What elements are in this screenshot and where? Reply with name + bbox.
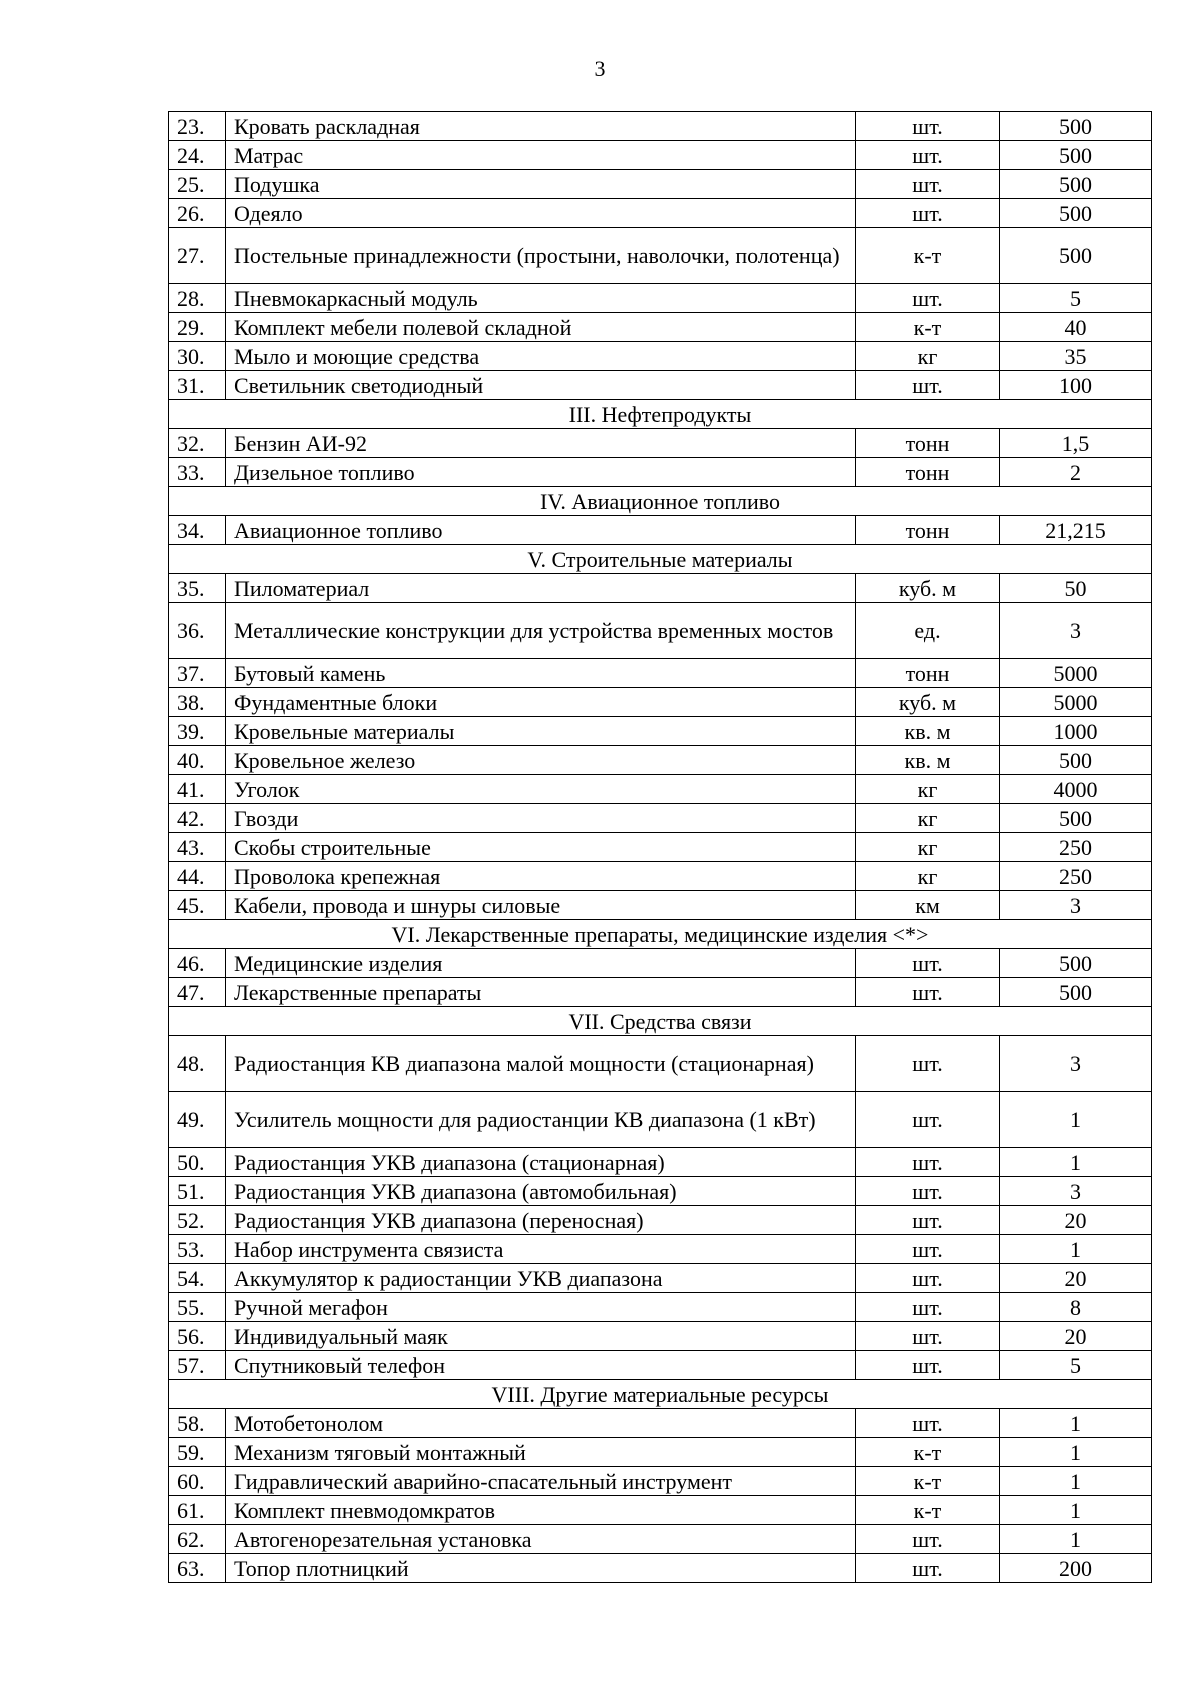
item-name: Уголок [226, 775, 856, 804]
item-number: 38. [169, 688, 226, 717]
item-name: Лекарственные препараты [226, 978, 856, 1007]
item-unit: шт. [856, 1351, 1000, 1380]
table-row [169, 170, 1152, 199]
table-row [169, 112, 1152, 141]
item-quantity: 500 [1000, 199, 1152, 228]
item-quantity: 500 [1000, 978, 1152, 1007]
item-number: 34. [169, 516, 226, 545]
item-quantity: 500 [1000, 804, 1152, 833]
item-quantity: 20 [1000, 1206, 1152, 1235]
table-row [169, 458, 1152, 487]
item-name: Постельные принадлежности (простыни, наволочки, полотенца) [226, 228, 856, 284]
table-row [169, 574, 1152, 603]
item-name: Топор плотницкий [226, 1554, 856, 1583]
item-number: 63. [169, 1554, 226, 1583]
item-name: Авиационное топливо [226, 516, 856, 545]
item-number: 56. [169, 1322, 226, 1351]
item-quantity: 35 [1000, 342, 1152, 371]
item-unit: шт. [856, 1264, 1000, 1293]
item-unit: к-т [856, 228, 1000, 284]
item-quantity: 1 [1000, 1409, 1152, 1438]
section-header-row [169, 545, 1152, 574]
item-quantity: 20 [1000, 1264, 1152, 1293]
item-quantity: 3 [1000, 1177, 1152, 1206]
item-quantity: 21,215 [1000, 516, 1152, 545]
table-row [169, 1092, 1152, 1148]
table-row [169, 141, 1152, 170]
item-quantity: 500 [1000, 141, 1152, 170]
table-row [169, 1438, 1152, 1467]
item-name: Индивидуальный маяк [226, 1322, 856, 1351]
table-row [169, 862, 1152, 891]
item-number: 57. [169, 1351, 226, 1380]
section-header-row [169, 487, 1152, 516]
item-unit: шт. [856, 1554, 1000, 1583]
section-header-row [169, 1380, 1152, 1409]
item-name: Гидравлический аварийно-спасательный инструмент [226, 1467, 856, 1496]
item-quantity: 500 [1000, 170, 1152, 199]
table-row [169, 603, 1152, 659]
item-quantity: 200 [1000, 1554, 1152, 1583]
item-name: Светильник светодиодный [226, 371, 856, 400]
table-row [169, 429, 1152, 458]
resources-table [168, 111, 1152, 1583]
item-unit: шт. [856, 1322, 1000, 1351]
item-unit: шт. [856, 1036, 1000, 1092]
table-row [169, 1264, 1152, 1293]
item-name: Комплект пневмодомкратов [226, 1496, 856, 1525]
item-name: Механизм тяговый монтажный [226, 1438, 856, 1467]
item-unit: кг [856, 833, 1000, 862]
item-number: 35. [169, 574, 226, 603]
table-row [169, 775, 1152, 804]
item-unit: шт. [856, 112, 1000, 141]
section-title: IV. Авиационное топливо [169, 487, 1152, 516]
table-row [169, 1525, 1152, 1554]
table-row [169, 1235, 1152, 1264]
table-row [169, 1322, 1152, 1351]
table-row [169, 978, 1152, 1007]
item-number: 49. [169, 1092, 226, 1148]
item-quantity: 5 [1000, 1351, 1152, 1380]
item-unit: кв. м [856, 717, 1000, 746]
item-quantity: 1 [1000, 1235, 1152, 1264]
item-name: Кабели, провода и шнуры силовые [226, 891, 856, 920]
item-number: 36. [169, 603, 226, 659]
item-quantity: 5000 [1000, 688, 1152, 717]
item-number: 24. [169, 141, 226, 170]
item-name: Дизельное топливо [226, 458, 856, 487]
item-quantity: 8 [1000, 1293, 1152, 1322]
item-unit: шт. [856, 199, 1000, 228]
item-number: 27. [169, 228, 226, 284]
page-number: 3 [594, 56, 606, 81]
item-unit: шт. [856, 1206, 1000, 1235]
item-quantity: 500 [1000, 949, 1152, 978]
item-number: 40. [169, 746, 226, 775]
item-number: 46. [169, 949, 226, 978]
item-name: Усилитель мощности для радиостанции КВ диапазона (1 кВт) [226, 1092, 856, 1148]
item-number: 52. [169, 1206, 226, 1235]
item-quantity: 1,5 [1000, 429, 1152, 458]
item-unit: шт. [856, 978, 1000, 1007]
item-unit: тонн [856, 429, 1000, 458]
item-number: 23. [169, 112, 226, 141]
item-name: Аккумулятор к радиостанции УКВ диапазона [226, 1264, 856, 1293]
item-name: Бутовый камень [226, 659, 856, 688]
item-name: Фундаментные блоки [226, 688, 856, 717]
table-row [169, 1293, 1152, 1322]
item-quantity: 50 [1000, 574, 1152, 603]
item-number: 51. [169, 1177, 226, 1206]
item-quantity: 5000 [1000, 659, 1152, 688]
section-title: III. Нефтепродукты [169, 400, 1152, 429]
item-number: 54. [169, 1264, 226, 1293]
table-row [169, 659, 1152, 688]
section-title: VIII. Другие материальные ресурсы [169, 1380, 1152, 1409]
item-name: Мыло и моющие средства [226, 342, 856, 371]
table-row [169, 1496, 1152, 1525]
item-name: Набор инструмента связиста [226, 1235, 856, 1264]
table-body [169, 112, 1152, 1583]
item-name: Одеяло [226, 199, 856, 228]
section-header-row [169, 1007, 1152, 1036]
table-row [169, 342, 1152, 371]
item-name: Комплект мебели полевой складной [226, 313, 856, 342]
table-row [169, 1036, 1152, 1092]
item-name: Автогенорезательная установка [226, 1525, 856, 1554]
table-row [169, 1148, 1152, 1177]
table-row [169, 688, 1152, 717]
item-number: 37. [169, 659, 226, 688]
table-row [169, 1206, 1152, 1235]
item-unit: шт. [856, 1148, 1000, 1177]
table-row [169, 891, 1152, 920]
item-unit: шт. [856, 949, 1000, 978]
item-unit: куб. м [856, 688, 1000, 717]
item-number: 47. [169, 978, 226, 1007]
item-number: 26. [169, 199, 226, 228]
item-name: Радиостанция КВ диапазона малой мощности (стационарная) [226, 1036, 856, 1092]
item-quantity: 2 [1000, 458, 1152, 487]
table-row [169, 717, 1152, 746]
item-unit: тонн [856, 659, 1000, 688]
item-unit: шт. [856, 1525, 1000, 1554]
item-name: Гвозди [226, 804, 856, 833]
item-name: Кровельные материалы [226, 717, 856, 746]
table-row [169, 1554, 1152, 1583]
item-quantity: 1 [1000, 1092, 1152, 1148]
table-row [169, 1409, 1152, 1438]
item-number: 39. [169, 717, 226, 746]
item-unit: к-т [856, 1467, 1000, 1496]
item-unit: шт. [856, 284, 1000, 313]
item-unit: шт. [856, 141, 1000, 170]
item-unit: кг [856, 775, 1000, 804]
item-quantity: 250 [1000, 833, 1152, 862]
item-number: 28. [169, 284, 226, 313]
item-quantity: 3 [1000, 1036, 1152, 1092]
item-name: Пневмокаркасный модуль [226, 284, 856, 313]
item-unit: шт. [856, 1092, 1000, 1148]
item-quantity: 3 [1000, 891, 1152, 920]
item-name: Медицинские изделия [226, 949, 856, 978]
table-row [169, 199, 1152, 228]
item-number: 42. [169, 804, 226, 833]
item-quantity: 500 [1000, 746, 1152, 775]
item-number: 43. [169, 833, 226, 862]
item-number: 32. [169, 429, 226, 458]
item-unit: шт. [856, 170, 1000, 199]
item-number: 58. [169, 1409, 226, 1438]
item-number: 44. [169, 862, 226, 891]
item-quantity: 40 [1000, 313, 1152, 342]
item-unit: кг [856, 804, 1000, 833]
item-name: Радиостанция УКВ диапазона (стационарная) [226, 1148, 856, 1177]
section-title: VII. Средства связи [169, 1007, 1152, 1036]
section-header-row [169, 920, 1152, 949]
item-unit: шт. [856, 1177, 1000, 1206]
item-name: Радиостанция УКВ диапазона (автомобильная) [226, 1177, 856, 1206]
item-name: Подушка [226, 170, 856, 199]
item-unit: к-т [856, 1496, 1000, 1525]
item-quantity: 5 [1000, 284, 1152, 313]
item-number: 41. [169, 775, 226, 804]
item-name: Проволока крепежная [226, 862, 856, 891]
item-quantity: 500 [1000, 112, 1152, 141]
item-quantity: 1000 [1000, 717, 1152, 746]
item-number: 62. [169, 1525, 226, 1554]
item-number: 31. [169, 371, 226, 400]
item-name: Пиломатериал [226, 574, 856, 603]
table-row [169, 516, 1152, 545]
table-row [169, 371, 1152, 400]
item-unit: км [856, 891, 1000, 920]
item-unit: шт. [856, 1235, 1000, 1264]
item-unit: кг [856, 342, 1000, 371]
item-quantity: 1 [1000, 1496, 1152, 1525]
section-title: VI. Лекарственные препараты, медицинские изделия <*> [169, 920, 1152, 949]
item-number: 61. [169, 1496, 226, 1525]
item-quantity: 3 [1000, 603, 1152, 659]
item-number: 33. [169, 458, 226, 487]
item-name: Радиостанция УКВ диапазона (переносная) [226, 1206, 856, 1235]
item-quantity: 500 [1000, 228, 1152, 284]
item-unit: шт. [856, 371, 1000, 400]
item-quantity: 1 [1000, 1438, 1152, 1467]
item-number: 45. [169, 891, 226, 920]
item-number: 60. [169, 1467, 226, 1496]
item-quantity: 100 [1000, 371, 1152, 400]
item-name: Скобы строительные [226, 833, 856, 862]
item-number: 53. [169, 1235, 226, 1264]
item-number: 29. [169, 313, 226, 342]
item-quantity: 250 [1000, 862, 1152, 891]
item-unit: тонн [856, 516, 1000, 545]
item-name: Кровельное железо [226, 746, 856, 775]
table-row [169, 833, 1152, 862]
table-row [169, 284, 1152, 313]
item-number: 59. [169, 1438, 226, 1467]
table-row [169, 1351, 1152, 1380]
item-number: 55. [169, 1293, 226, 1322]
item-number: 30. [169, 342, 226, 371]
item-name: Ручной мегафон [226, 1293, 856, 1322]
section-header-row [169, 400, 1152, 429]
item-unit: тонн [856, 458, 1000, 487]
item-name: Мотобетонолом [226, 1409, 856, 1438]
item-number: 50. [169, 1148, 226, 1177]
item-quantity: 1 [1000, 1525, 1152, 1554]
table-row [169, 804, 1152, 833]
item-unit: шт. [856, 1409, 1000, 1438]
item-quantity: 1 [1000, 1467, 1152, 1496]
item-name: Металлические конструкции для устройства временных мостов [226, 603, 856, 659]
item-number: 48. [169, 1036, 226, 1092]
item-name: Спутниковый телефон [226, 1351, 856, 1380]
table-row [169, 1467, 1152, 1496]
item-name: Матрас [226, 141, 856, 170]
item-unit: к-т [856, 313, 1000, 342]
item-quantity: 4000 [1000, 775, 1152, 804]
item-quantity: 1 [1000, 1148, 1152, 1177]
item-name: Кровать раскладная [226, 112, 856, 141]
table-row [169, 228, 1152, 284]
section-title: V. Строительные материалы [169, 545, 1152, 574]
item-unit: к-т [856, 1438, 1000, 1467]
item-unit: кв. м [856, 746, 1000, 775]
item-number: 25. [169, 170, 226, 199]
table-row [169, 949, 1152, 978]
item-unit: шт. [856, 1293, 1000, 1322]
table-row [169, 1177, 1152, 1206]
table-row [169, 746, 1152, 775]
item-unit: кг [856, 862, 1000, 891]
table-row [169, 313, 1152, 342]
item-name: Бензин АИ-92 [226, 429, 856, 458]
item-unit: куб. м [856, 574, 1000, 603]
item-quantity: 20 [1000, 1322, 1152, 1351]
item-unit: ед. [856, 603, 1000, 659]
